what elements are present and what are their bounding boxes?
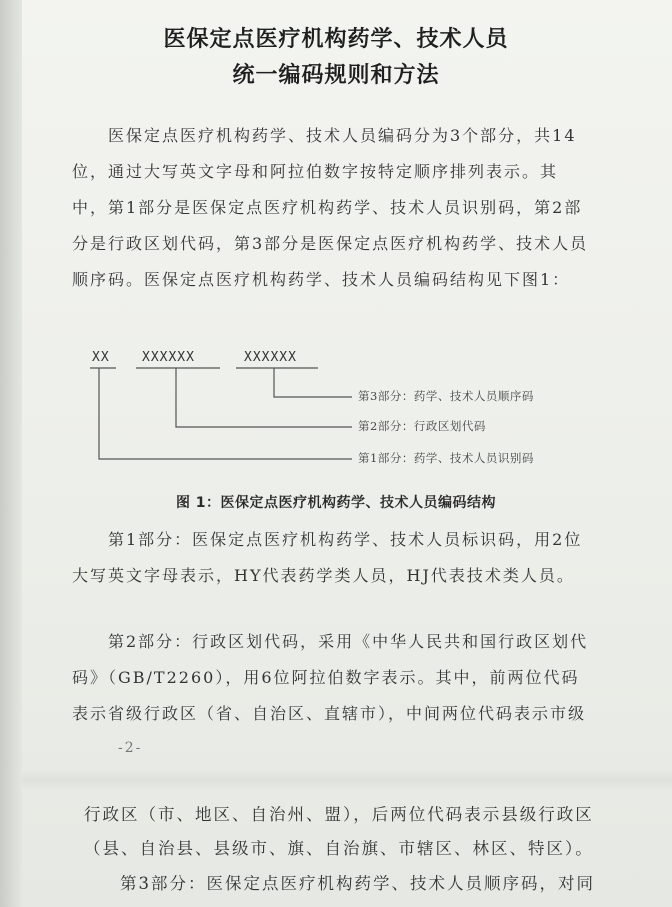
part3-paragraph (84, 866, 624, 902)
code-segment-3: XXXXXX (244, 350, 297, 365)
diagram-connector-lines (0, 330, 672, 480)
part1-label: 第1部分：药学、技术人员识别码 (358, 451, 534, 465)
document-title-line2: 统一编码规则和方法 (232, 62, 440, 88)
continuation-paragraph: 行政区（市、地区、自治州、盟），后两位代码表示县级行政区（县、自治县、县级市、旗、自治旗、市辖区、林区、特区）。 (84, 805, 594, 858)
part1-paragraph (72, 522, 592, 594)
part3-label: 第3部分：药学、技术人员顺序码 (358, 389, 534, 403)
figure-caption: 图 1：医保定点医疗机构药学、技术人员编码结构 (175, 495, 497, 511)
connector-part-1 (99, 368, 352, 459)
part2-paragraph (72, 624, 592, 732)
code-structure-diagram (0, 330, 672, 480)
page-number: -2- (118, 740, 143, 756)
part1-text: 第1部分：医保定点医疗机构药学、技术人员标识码，用2位大写英文字母表示，HY代表药学类人员，HJ代表技术类人员。 (72, 530, 583, 585)
part3-text: 第3部分：医保定点医疗机构药学、技术人员顺序码，对同 (120, 874, 595, 893)
page-break (22, 768, 672, 792)
intro-text: 医保定点医疗机构药学、技术人员编码分为3个部分，共14位，通过大写英文字母和阿拉伯数字按特定顺序排列表示。其中，第1部分是医保定点医疗机构药学、技术人员识别码，第2部分是行政区划代码，第3部分是医保定点医疗机构药学、技术人员顺序码。医保定点医疗机构药学、技术人员编码结构见下图1： (72, 126, 589, 289)
code-segment-1: XX (92, 350, 110, 365)
intro-paragraph (72, 118, 592, 298)
part2-label: 第2部分：行政区划代码 (358, 419, 486, 433)
document-title-line1: 医保定点医疗机构药学、技术人员 (163, 26, 509, 52)
code-segment-2: XXXXXX (142, 350, 195, 365)
part2-text: 第2部分：行政区划代码，采用《中华人民共和国行政区划代码》（GB/T2260），用6位阿拉伯数字表示。其中，前两位代码表示省级行政区（省、自治区、直辖市），中间两位代码表示市级 (72, 632, 589, 723)
connector-part-3 (274, 368, 352, 397)
